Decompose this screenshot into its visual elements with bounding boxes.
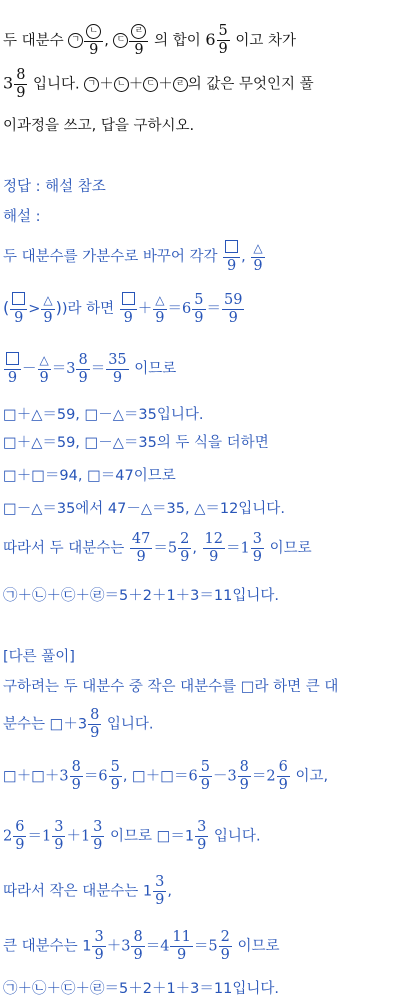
alt-line-2: 분수는 □＋3 $\frac{8}{9}$ 입니다. — [3, 707, 154, 742]
sum-whole: 6 — [205, 29, 216, 49]
text: 입니다. — [106, 716, 154, 733]
box-icon — [12, 292, 25, 305]
text: 이므로 — [237, 938, 280, 955]
explanation-label: 해설 : — [3, 209, 41, 225]
alt-line-1: 구하려는 두 대분수 중 작은 대분수를 □라 하면 큰 대 — [3, 679, 339, 695]
denominator: 9 — [89, 41, 99, 58]
circle-digeut-icon: ㄷ — [143, 77, 158, 92]
solution-line-6: □＋□＝94, □＝47이므로 — [3, 468, 176, 484]
diff-numerator: 8 — [14, 68, 27, 85]
alt-line-7: ㉠＋㉡＋㉢＋㉣＝5＋2＋1＋3＝11입니다. — [3, 981, 279, 997]
text: 두 대분수를 가분수로 바꾸어 각각 — [3, 249, 218, 266]
text: 입니다. — [33, 76, 80, 93]
triangle-icon: △ — [253, 240, 263, 255]
sum-numerator: 5 — [217, 24, 230, 41]
text: 따라서 작은 대분수는 1 — [3, 883, 153, 900]
alt-line-5: 따라서 작은 대분수는 1 $\frac{3}{9}$ , — [3, 874, 172, 909]
circle-digeut-icon: ㄷ — [113, 33, 128, 48]
solution-line-5: □＋△＝59, □－△＝35의 두 식을 더하면 — [3, 435, 269, 451]
diff-whole: 3 — [3, 73, 14, 93]
solution-line-4: □＋△＝59, □－△＝35입니다. — [3, 407, 204, 423]
problem-line-2: 3 $\frac{8}{9}$ 입니다. ㄱ ＋ ㄴ ＋ ㄷ ＋ ㄹ 의 값은 무엇인지 풀 — [3, 67, 314, 102]
box-icon — [225, 240, 238, 253]
solution-line-1: 두 대분수를 가분수로 바꾸어 각각 9 , △ 9 — [3, 240, 263, 275]
alt-line-6: 큰 대분수는 1 $\frac{3}{9}$ ＋3 $\frac{8}{9}$ ＝4 $\frac{11}{9}$ ＝5 $\frac{2}{9}$ 이므로 — [3, 929, 280, 964]
text: 이므로 — [269, 540, 312, 557]
box-icon — [122, 292, 135, 305]
problem-line-1: 두 대분수 ㄱ ㄴ 9 , ㄷ ㄹ 9 의 합이 6 $\frac{5}{9}$ 이고 차가 — [3, 23, 296, 58]
text: 큰 대분수는 1 — [3, 938, 92, 955]
circle-giyeok-icon: ㄱ — [68, 33, 83, 48]
circle-nieun-icon: ㄴ — [114, 77, 129, 92]
text: 두 대분수 — [3, 32, 64, 49]
circle-nieun-icon: ㄴ — [86, 24, 101, 39]
solution-line-2: ( 9 > △ 9 ))라 하면 9 ＋ △ 9 ＝6 $\frac{5}{9}$ ＝ $\frac{59}{9}$ — [3, 291, 243, 327]
denominator: 9 — [218, 41, 228, 58]
circle-rieul-icon: ㄹ — [131, 24, 146, 39]
alt-line-4: 2 $\frac{6}{9}$ ＝1 $\frac{3}{9}$ ＋1 $\frac{3}{9}$ 이므로 □＝1 $\frac{3}{9}$ 입니다. — [3, 819, 261, 854]
text: 의 합이 — [154, 32, 201, 49]
answer-label: 정답 : 해설 참조 — [3, 179, 106, 195]
text: 분수는 □＋3 — [3, 716, 88, 733]
circle-rieul-icon: ㄹ — [173, 77, 188, 92]
text: 의 값은 무엇인지 풀 — [187, 76, 314, 93]
text: 입니다. — [213, 828, 261, 845]
text: 이므로 □＝1 — [110, 828, 195, 845]
solution-line-9: ㉠＋㉡＋㉢＋㉣＝5＋2＋1＋3＝11입니다. — [3, 588, 279, 604]
triangle-icon: △ — [43, 292, 53, 307]
solution-line-3: 9 － △ 9 ＝3 $\frac{8}{9}$ ＝ $\frac{35}{9}$ 이므로 — [3, 352, 398, 386]
text: 이므로 — [134, 361, 177, 378]
solution-line-7: □－△＝35에서 47－△＝35, △＝12입니다. — [3, 501, 285, 517]
alt-solution-label: [다른 풀이] — [3, 649, 75, 665]
circle-giyeok-icon: ㄱ — [84, 77, 99, 92]
box-icon — [6, 352, 19, 365]
solution-line-8: 따라서 두 대분수는 $\frac{47}{9}$ ＝5 $\frac{2}{9}$ , $\frac{12}{9}$ ＝1 $\frac{3}{9}$ 이므로 — [3, 531, 312, 566]
denominator: 9 — [16, 85, 26, 102]
text: 이고, — [295, 768, 329, 785]
text: )라 하면 — [61, 301, 115, 318]
alt-line-3: □＋□＋3 $\frac{8}{9}$ ＝6 $\frac{5}{9}$ , □＋□＝6 $\frac{5}{9}$ －3 $\frac{8}{9}$ ＝2 $\frac{6}{9}$ 이고, — [3, 759, 329, 794]
problem-line-3: 이과정을 쓰고, 답을 구하시오. — [3, 118, 195, 134]
denominator: 9 — [134, 41, 144, 58]
triangle-icon: △ — [155, 292, 165, 307]
text: 이고 차가 — [235, 32, 296, 49]
triangle-icon: △ — [39, 352, 49, 367]
text: 따라서 두 대분수는 — [3, 540, 125, 557]
